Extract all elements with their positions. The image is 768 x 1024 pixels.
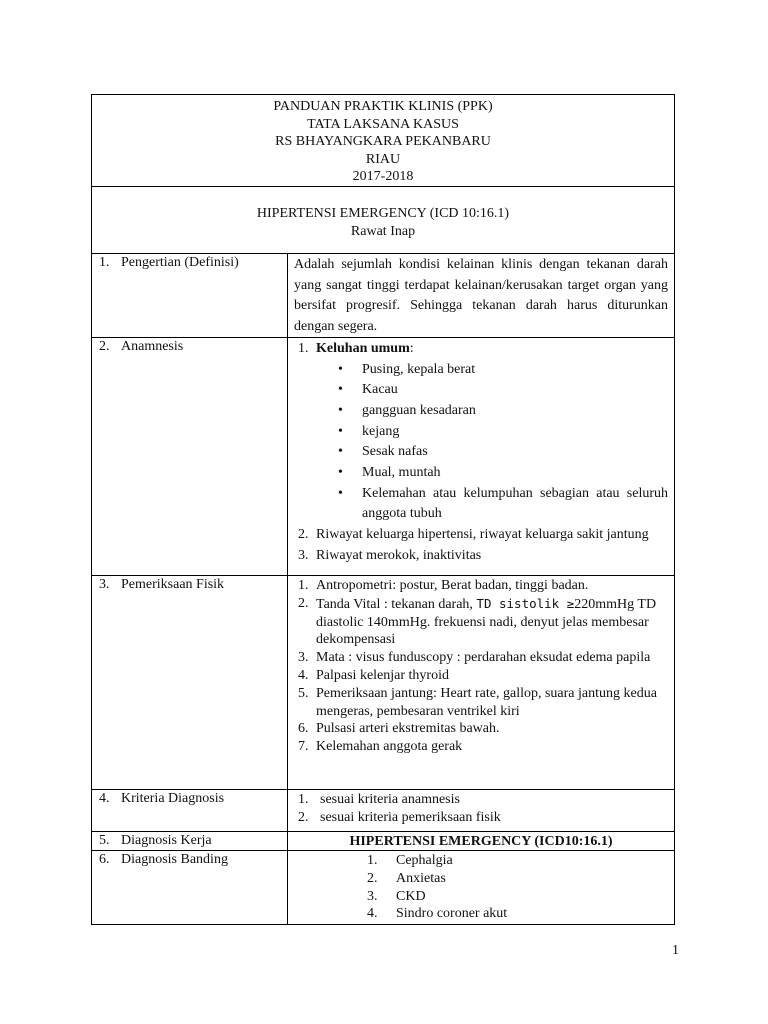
row-diagnosis-kerja: [92, 832, 675, 851]
list-item: 5. Pemeriksaan jantung: Heart rate, gallop, suara jantung kedua mengeras, pembesaran ventrikel kiri: [298, 685, 657, 719]
keluhan-bullets: [294, 360, 668, 526]
bullet-icon: •: [338, 382, 343, 398]
bullet-item: • kejang: [338, 422, 668, 443]
diagnosis-banding-list: [294, 852, 668, 923]
header-line-5: 2017-2018: [352, 169, 414, 184]
bullet-icon: •: [338, 465, 343, 481]
list-item: 4. Sindro coroner akut: [367, 906, 508, 922]
bullet-icon: •: [338, 361, 343, 377]
keluhan-umum-heading: Keluhan umum: [316, 341, 410, 356]
title-main: HIPERTENSI EMERGENCY (ICD 10:16.1): [256, 206, 510, 221]
list-item: 6. Pulsasi arteri ekstremitas bawah.: [298, 721, 500, 737]
list-item: 1. Keluhan umum: • Pusing, kepala berat • Kacau • gangguan kesadaran • kejang • Sesak nafas • Mual, muntah • Kelemahan atau kelumpuhan sebagian atau seluruh anggota tubuh: [294, 339, 668, 525]
row-label: Pemeriksaan Fisik: [121, 577, 225, 592]
row-label: Pengertian (Definisi): [121, 255, 239, 270]
bullet-icon: •: [338, 485, 343, 501]
row-label: Anamnesis: [121, 339, 184, 354]
bullet-item: • Pusing, kepala berat: [338, 360, 668, 381]
header-line-3: RS BHAYANGKARA PEKANBARU: [275, 134, 491, 149]
document-title: [92, 187, 675, 254]
row-label: Diagnosis Banding: [121, 852, 228, 867]
pemeriksaan-list: [294, 577, 668, 756]
list-item: 4. Palpasi kelenjar thyroid: [298, 667, 449, 683]
list-item: 7. Kelemahan anggota gerak: [298, 739, 463, 755]
bullet-item: • Mual, muntah: [338, 463, 668, 484]
row-number: 1.: [99, 255, 110, 270]
list-item: 2. sesuai kriteria pemeriksaan fisik: [298, 809, 501, 825]
row-anamnesis: [92, 338, 675, 576]
list-item: 2. Anxietas: [367, 870, 446, 886]
header-line-4: RIAU: [365, 151, 401, 167]
list-item: 2. Tanda Vital : tekanan darah, TD sistolik ≥220mmHg TD diastolic 140mmHg. frekuensi nadi, denyut jelas membesar dekompensasi: [298, 595, 657, 648]
list-item: 1. Antropometri: postur, Berat badan, tinggi badan.: [298, 578, 589, 593]
ppk-table: [91, 94, 675, 925]
row-diagnosis-banding: [92, 851, 675, 925]
diagnosis-kerja-text: HIPERTENSI EMERGENCY (ICD10:16.1): [288, 832, 675, 851]
header-line-1: PANDUAN PRAKTIK KLINIS (PPK): [273, 99, 493, 114]
list-item: 3. Riwayat merokok, inaktivitas: [298, 547, 482, 563]
list-item: 2. Riwayat keluarga hipertensi, riwayat keluarga sakit jantung: [298, 527, 649, 543]
row-kriteria-diagnosis: [92, 790, 675, 832]
page-number: 1: [672, 943, 679, 958]
title-sub: Rawat Inap: [350, 224, 416, 239]
bullet-icon: •: [338, 423, 343, 439]
list-item: 1. Cephalgia: [367, 853, 453, 868]
row-number: 4.: [99, 791, 110, 806]
bullet-item: • gangguan kesadaran: [338, 401, 668, 422]
document-header: [92, 95, 675, 187]
kriteria-list: [294, 791, 668, 826]
row-number: 2.: [99, 339, 110, 354]
anamnesis-list: [294, 339, 668, 566]
header-line-2: TATA LAKSANA KASUS: [307, 116, 459, 132]
list-item: 3. Mata : visus funduscopy : perdarahan eksudat edema papila: [298, 650, 651, 666]
row-number: 3.: [99, 577, 110, 592]
row-number: 5.: [99, 833, 110, 848]
row-pemeriksaan-fisik: [92, 576, 675, 790]
row-number: 6.: [99, 852, 110, 867]
row-label: Diagnosis Kerja: [121, 833, 212, 848]
bullet-item: • Sesak nafas: [338, 442, 668, 463]
list-item: 1. sesuai kriteria anamnesis: [298, 792, 460, 807]
bullet-item: • Kacau: [338, 380, 668, 401]
row-pengertian: [92, 254, 675, 338]
bullet-item: • Kelemahan atau kelumpuhan sebagian atau seluruh anggota tubuh: [338, 485, 669, 522]
row-label: Kriteria Diagnosis: [121, 791, 225, 806]
list-item: 3. CKD: [367, 888, 426, 904]
bullet-icon: •: [338, 402, 343, 418]
bullet-icon: •: [338, 444, 343, 460]
pengertian-text: Adalah sejumlah kondisi kelainan klinis dengan tekanan darah yang sangat tinggi terdapat kelainan/kerusakan target organ yang bersifat progresif. Sehingga tekanan darah harus diturunkan dengan segera.: [288, 254, 675, 338]
